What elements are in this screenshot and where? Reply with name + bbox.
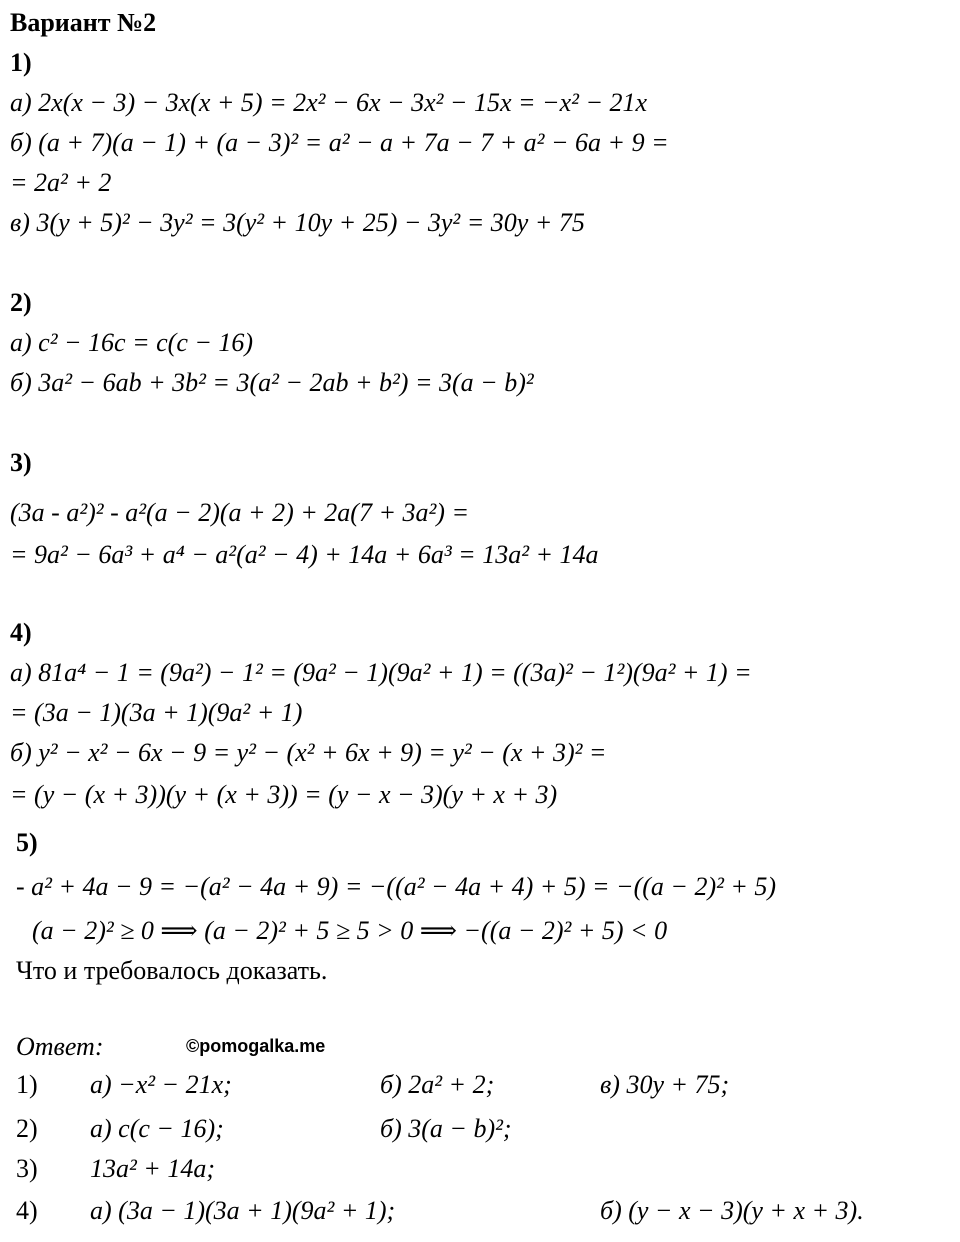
section-4-line-1: а) 81a⁴ − 1 = (9a²) − 1² = (9a² − 1)(9a² + 1) = ((3a)² − 1²)(9a² + 1) = xyxy=(10,658,752,687)
section-4-line-2: = (3a − 1)(3a + 1)(9a² + 1) xyxy=(10,698,303,727)
answer-label: Ответ: xyxy=(16,1032,104,1061)
section-2-line-2: б) 3a² − 6ab + 3b² = 3(a² − 2ab + b²) = 3(a − b)² xyxy=(10,368,534,397)
section-4-label: 4) xyxy=(10,618,32,647)
answer-row-a: а) −x² − 21x; xyxy=(90,1070,232,1099)
answer-row-a: 13a² + 14a; xyxy=(90,1154,215,1183)
section-4-line-4: = (y − (x + 3))(y + (x + 3)) = (y − x − 3)(y + x + 3) xyxy=(10,780,558,809)
section-5-line-2: (a − 2)² ≥ 0 ⟹ (a − 2)² + 5 ≥ 5 > 0 ⟹ −((a − 2)² + 5) < 0 xyxy=(32,916,668,945)
section-1-label: 1) xyxy=(10,48,32,77)
section-5-line-1: - a² + 4a − 9 = −(a² − 4a + 9) = −((a² − 4a + 4) + 5) = −((a − 2)² + 5) xyxy=(16,872,777,901)
answer-row-b: б) 2a² + 2; xyxy=(380,1070,495,1099)
answer-row-num: 3) xyxy=(16,1154,38,1183)
section-5-label: 5) xyxy=(16,828,38,857)
section-2-label: 2) xyxy=(10,288,32,317)
answer-row-b: б) 3(a − b)²; xyxy=(380,1114,512,1143)
answer-row-c: б) (y − x − 3)(y + x + 3). xyxy=(600,1196,864,1225)
section-4-line-3: б) y² − x² − 6x − 9 = y² − (x² + 6x + 9) = y² − (x + 3)² = xyxy=(10,738,607,767)
section-1-line-3: = 2a² + 2 xyxy=(10,168,112,197)
answer-row-num: 2) xyxy=(16,1114,38,1143)
section-3-line-1: (3a - a²)² - a²(a − 2)(a + 2) + 2a(7 + 3a²) = xyxy=(10,498,469,527)
page-title: Вариант №2 xyxy=(10,8,157,37)
answer-row-a: а) (3a − 1)(3a + 1)(9a² + 1); xyxy=(90,1196,396,1225)
section-5-line-3: Что и требовалось доказать. xyxy=(16,956,328,985)
answer-row-c: в) 30y + 75; xyxy=(600,1070,730,1099)
answer-row-num: 4) xyxy=(16,1196,38,1225)
watermark-credit: ©pomogalka.me xyxy=(186,1036,326,1056)
section-1-line-4: в) 3(y + 5)² − 3y² = 3(y² + 10y + 25) − 3y² = 30y + 75 xyxy=(10,208,585,237)
answer-row-num: 1) xyxy=(16,1070,38,1099)
section-2-line-1: а) c² − 16c = c(c − 16) xyxy=(10,328,254,357)
section-3-line-2: = 9a² − 6a³ + a⁴ − a²(a² − 4) + 14a + 6a³ = 13a² + 14a xyxy=(10,540,599,569)
section-1-line-1: а) 2x(x − 3) − 3x(x + 5) = 2x² − 6x − 3x² − 15x = −x² − 21x xyxy=(10,88,648,117)
section-3-label: 3) xyxy=(10,448,32,477)
answer-row-a: а) c(c − 16); xyxy=(90,1114,224,1143)
section-1-line-2: б) (a + 7)(a − 1) + (a − 3)² = a² − a + 7a − 7 + a² − 6a + 9 = xyxy=(10,128,669,157)
